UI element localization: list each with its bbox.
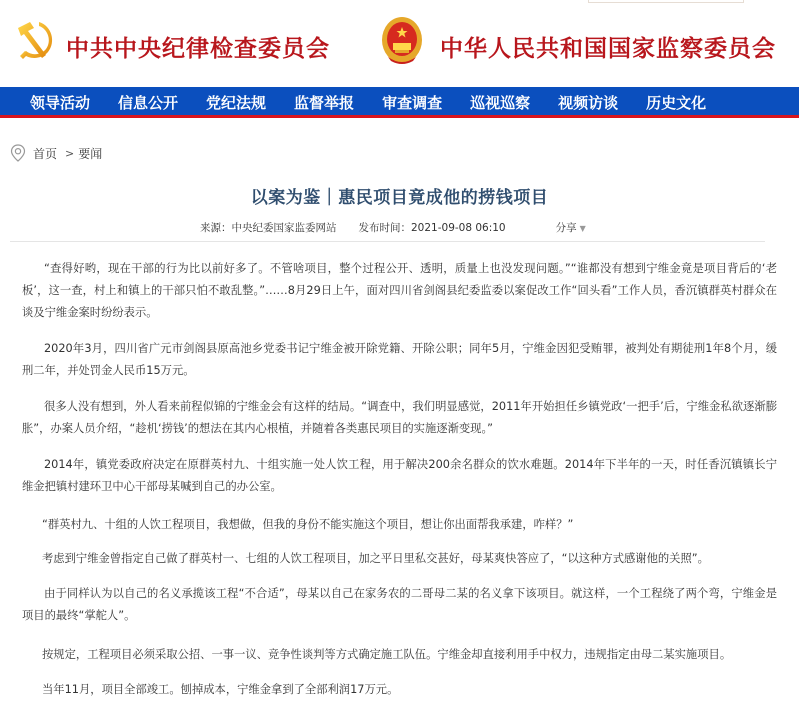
article-paragraph: 由于同样认为以自己的名义承揽该工程“不合适”，母某以自己在家务农的二哥母二某的名义拿下该项目。就这样，一个工程绕了两个弯，宁维金是项目的最终“掌舵人”。 [22,587,777,622]
article-publish-time: 发布时间：2021-09-08 06:10 [358,222,506,234]
article-title: 以案为鉴｜惠民项目竟成他的捞钱项目 [250,188,549,208]
breadcrumb-current[interactable]: 要闻 [78,146,103,161]
nav-item-leadership[interactable]: 领导活动 [30,94,91,112]
breadcrumb-home-link[interactable]: 首页 [33,146,58,161]
nav-item-inspection[interactable]: 巡视巡察 [470,94,531,112]
article-paragraph: 当年11月，项目全部竣工。刨掉成本，宁维金拿到了全部利润17万元。 [42,683,399,696]
nsc-title[interactable]: 中华人民共和国国家监察委员会 [440,35,776,62]
nav-item-regulations[interactable]: 党纪法规 [206,94,267,112]
nav-item-investigation[interactable]: 审查调查 [382,94,443,112]
meta-divider [10,241,765,242]
nav-item-report[interactable]: 监督举报 [294,94,355,112]
nav-item-history[interactable]: 历史文化 [646,94,707,112]
article-paragraph: “群英村九、十组的人饮工程项目，我想做，但我的身份不能实施这个项目，想让你出面帮我承建，咋样？” [42,518,574,531]
nav-item-video[interactable]: 视频访谈 [558,94,619,112]
share-dropdown[interactable] [556,220,586,235]
national-emblem-icon [380,15,424,67]
breadcrumb [10,144,102,162]
article-paragraph: 很多人没有想到，外人看来前程似锦的宁维金会有这样的结局。“调查中，我们明显感觉，2011年开始担任乡镇党政‘一把手’后，宁维金私欲逐渐膨胀”，办案人员介绍，“趁机‘捞钱’的想法在其内心根植，并随着各类惠民项目的实施逐渐变现。” [22,400,777,435]
main-nav [0,87,799,118]
site-header [0,0,799,87]
chevron-down-icon: ▼ [579,224,586,233]
article-paragraph: 2020年3月，四川省广元市剑阁县原高池乡党委书记宁维金被开除党籍、开除公职；同年5月，宁维金因犯受贿罪，被判处有期徒刑1年8个月，缓刑二年，并处罚金人民币15万元。 [22,342,777,377]
article-paragraph: 2014年，镇党委政府决定在原群英村九、十组实施一处人饮工程，用于解决200余名群众的饮水难题。2014年下半年的一天，时任香沉镇镇长宁维金把镇村建环卫中心干部母某喊到自己的办公室。 [22,458,777,493]
article-paragraph: 考虑到宁维金曾指定自己做了群英村一、七组的人饮工程项目，加之平日里私交甚好，母某爽快答应了，“以这种方式感谢他的关照”。 [42,552,709,565]
article-meta [200,220,586,235]
nav-item-disclosure[interactable]: 信息公开 [118,94,179,112]
share-label: 分享 [555,222,577,234]
party-emblem-icon [12,18,58,64]
article-paragraph: 按规定，工程项目必须采取公招、一事一议、竞争性谈判等方式确定施工队伍。宁维金却直接利用手中权力，违规指定由母二某实施项目。 [42,648,732,661]
article-paragraph: “查得好哟，现在干部的行为比以前好多了。不管啥项目，整个过程公开、透明，质量上也没发现问题。”“谁都没有想到宁维金竟是项目背后的‘老板’，这一查，村上和镇上的干部只怕不敢乱整。”……8月29日上午，面对四川省剑阁县纪委监委以案促改工作“回头看”工作人员，香沉镇群英村群众在谈及宁维金案时纷纷表示。 [22,262,777,319]
location-pin-icon [10,144,26,162]
cpc-ccdi-title[interactable]: 中共中央纪律检查委员会 [66,35,330,62]
top-search-box[interactable] [588,0,744,3]
article-source: 来源：中央纪委国家监委网站 [200,222,337,234]
breadcrumb-separator: > [65,146,75,160]
